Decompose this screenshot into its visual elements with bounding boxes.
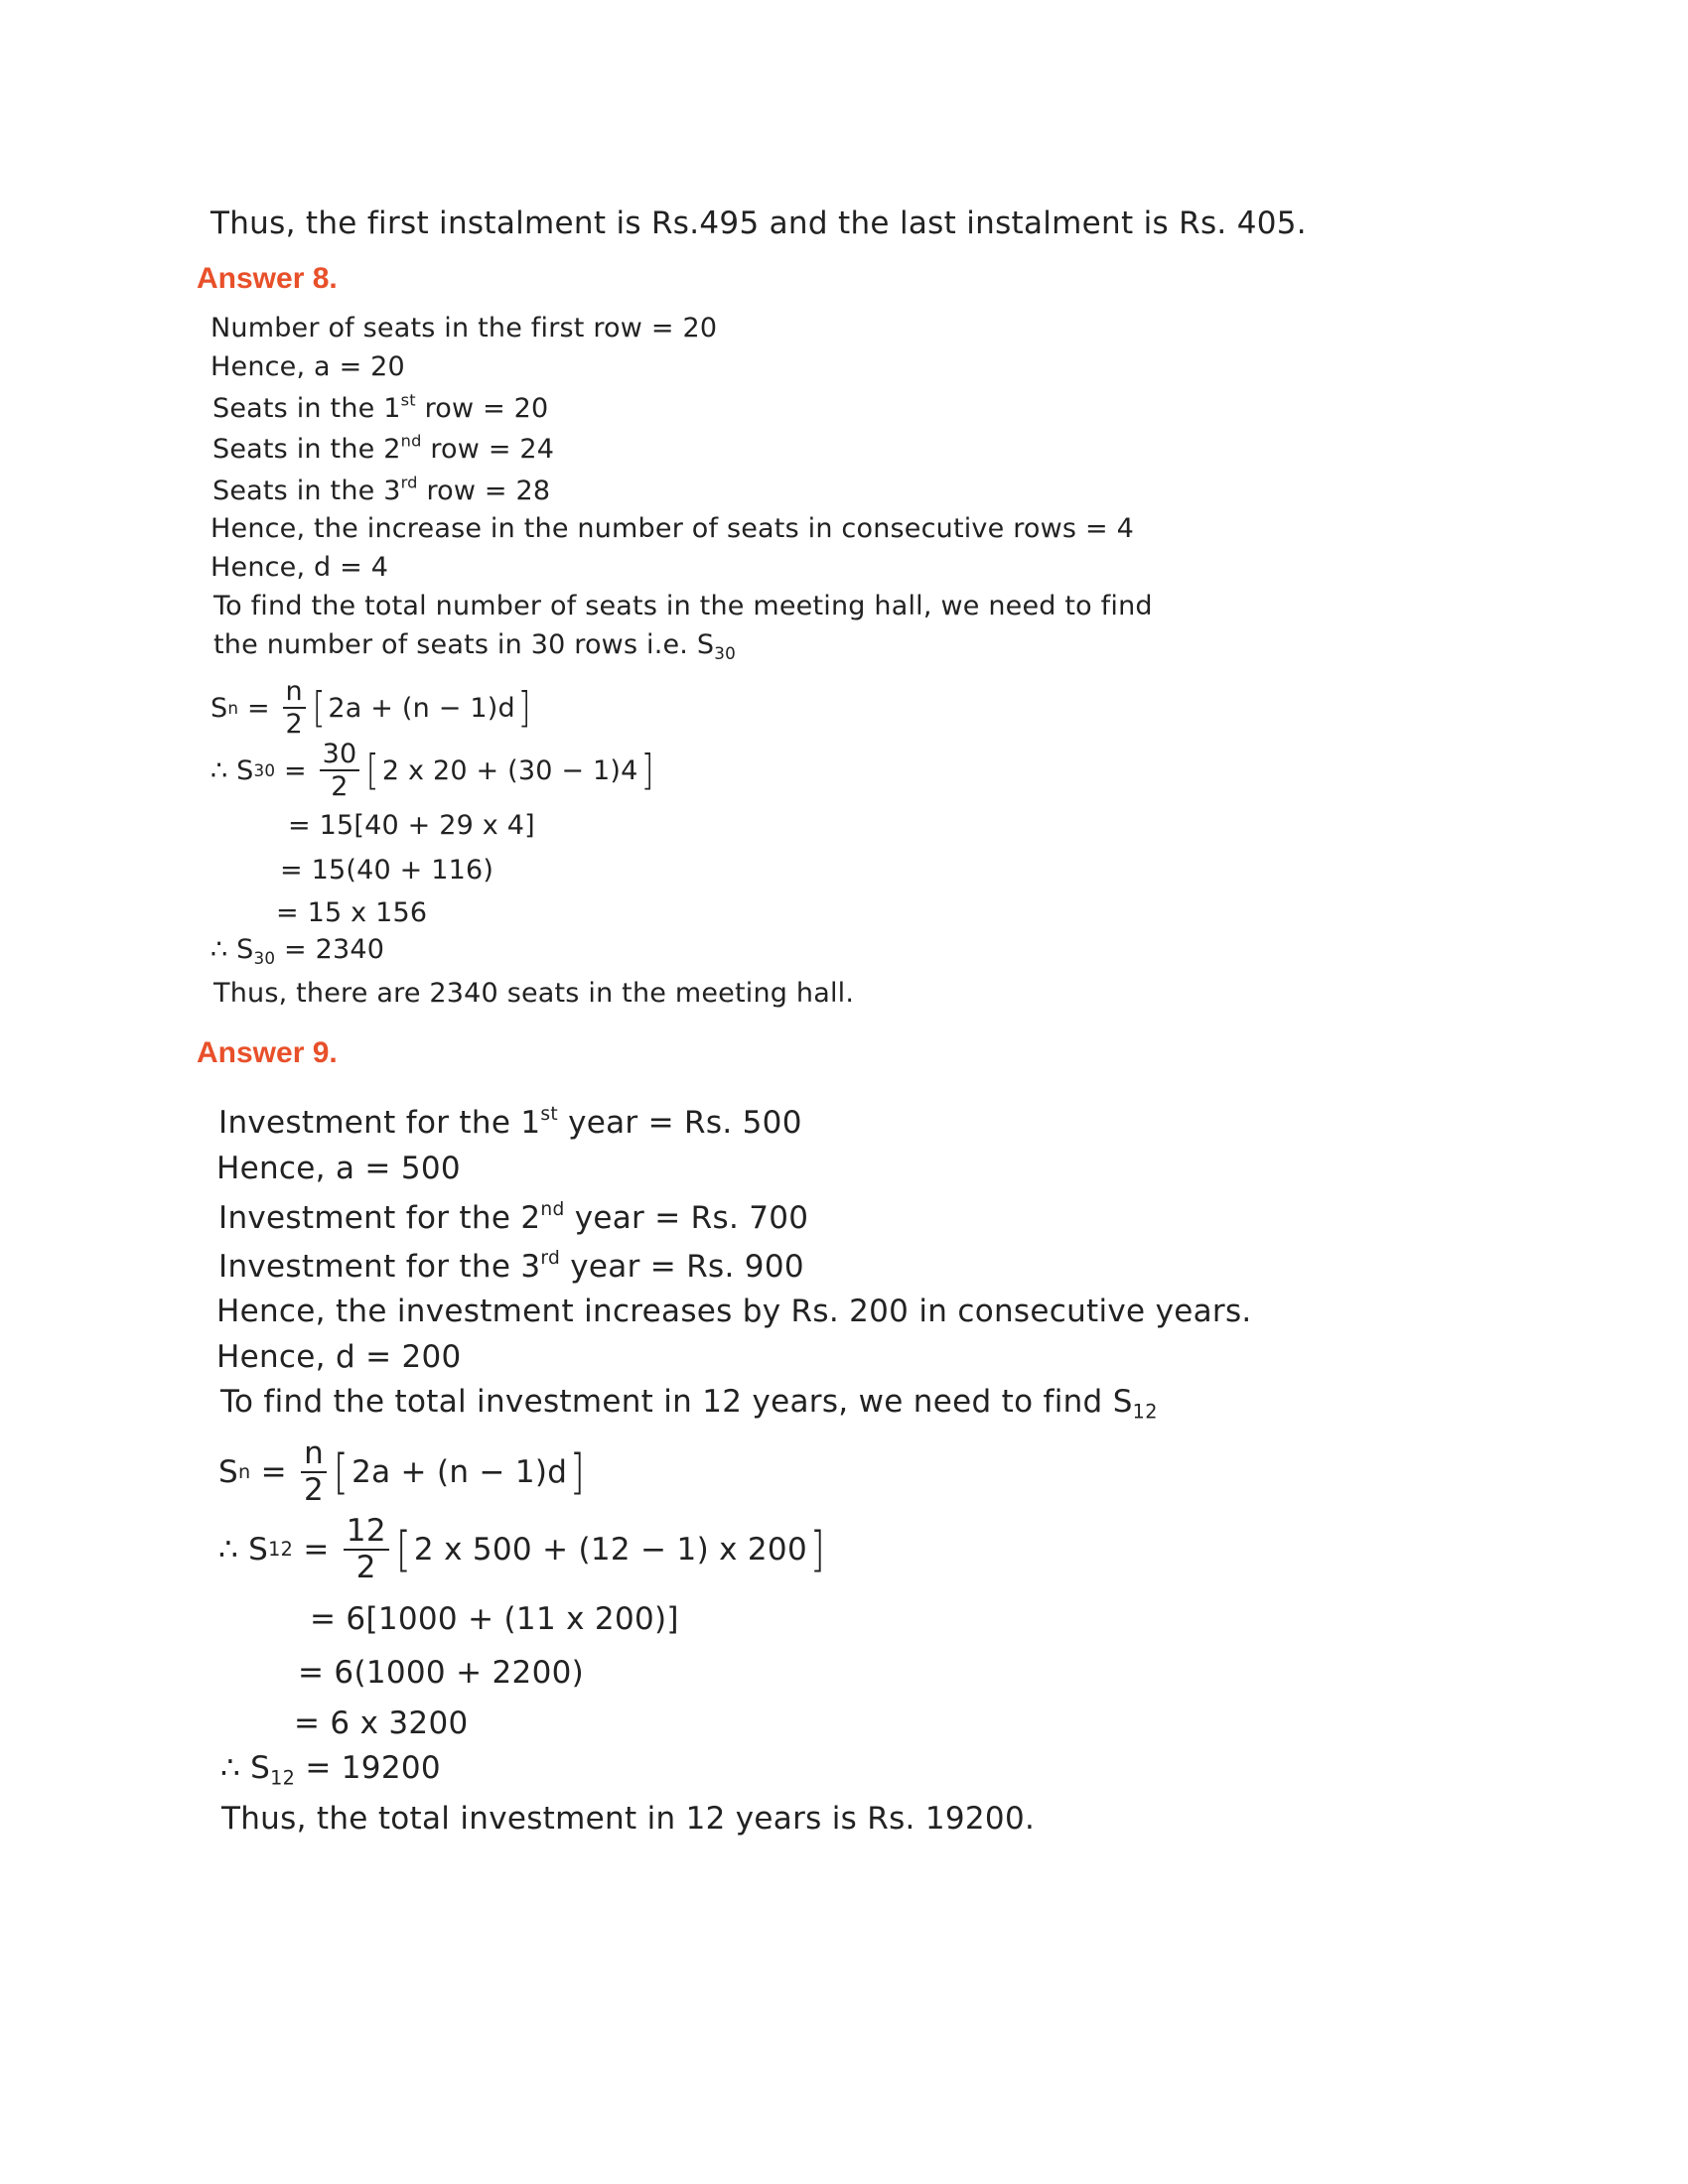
- a8-row1: Seats in the 1st row = 20: [212, 390, 549, 424]
- a9-increase: Hence, the investment increases by Rs. 200 in consecutive years.: [216, 1294, 1252, 1329]
- a9-step5: = 6 x 3200: [294, 1706, 469, 1741]
- a8-row2: Seats in the 2nd row = 24: [212, 431, 555, 465]
- answer-8-heading: Answer 8.: [197, 262, 338, 295]
- a9-s12-fraction: $\frac{12}{2}$: [344, 1516, 389, 1583]
- a8-conclusion: Thus, there are 2340 seats in the meeting hall.: [213, 978, 855, 1009]
- a9-result: ∴ $S_{12} = 19200$: [220, 1750, 441, 1790]
- a8-result: ∴ $S_{30} = 2340$: [211, 934, 385, 968]
- a9-d-value: Hence, d = 200: [216, 1339, 462, 1375]
- a9-s12-substitution: ∴ S 12 = $\frac{12}{2}$ [ 2 x 500 + (12 − 1) x 200 ]: [218, 1513, 826, 1585]
- a8-step3: = 15[40 + 29 x 4]: [288, 810, 535, 841]
- a8-to-find-cont: the number of seats in 30 rows i.e. $S_{30}$: [213, 629, 736, 663]
- a8-s30-fraction: $\frac{30}{2}$: [320, 741, 360, 800]
- a8-row3: Seats in the 3rd row = 28: [212, 473, 551, 506]
- a8-s30-substitution: ∴ S 30 = $\frac{30}{2}$ [ 2 x 20 + (30 − 1)4 ]: [211, 739, 654, 802]
- a9-a-value: Hence, a = 500: [216, 1151, 461, 1186]
- a8-first-row-seats: Number of seats in the first row = 20: [211, 313, 718, 343]
- a9-year2: Investment for the 2nd year = Rs. 700: [218, 1198, 809, 1236]
- a9-year1: Investment for the 1st year = Rs. 500: [218, 1103, 802, 1141]
- a8-formula-fraction: $\frac{n}{2}$: [283, 678, 306, 738]
- answer-9-heading: Answer 9.: [197, 1036, 338, 1069]
- a9-sum-formula: S n = $\frac{n}{2}$ [ 2a + (n − 1)d ]: [218, 1435, 586, 1508]
- a8-increase: Hence, the increase in the number of seats in consecutive rows = 4: [211, 513, 1134, 544]
- a8-to-find: To find the total number of seats in the meeting hall, we need to find: [213, 591, 1153, 621]
- a9-year3: Investment for the 3rd year = Rs. 900: [218, 1247, 804, 1285]
- a8-step4: = 15(40 + 116): [280, 855, 494, 886]
- a9-step3: = 6[1000 + (11 x 200)]: [310, 1601, 679, 1637]
- a9-to-find: To find the total investment in 12 years, we need to find $S_{12}$: [220, 1384, 1158, 1424]
- a8-a-value: Hence, a = 20: [211, 351, 405, 382]
- a8-step5: = 15 x 156: [276, 897, 428, 928]
- a9-step4: = 6(1000 + 2200): [298, 1655, 585, 1691]
- a8-sum-formula: S n = $\frac{n}{2}$ [ 2a + (n − 1)d ]: [211, 676, 531, 740]
- intro-sentence: Thus, the first instalment is Rs.495 and the last instalment is Rs. 405.: [211, 205, 1307, 241]
- a8-d-value: Hence, d = 4: [211, 552, 389, 583]
- a9-conclusion: Thus, the total investment in 12 years is Rs. 19200.: [221, 1801, 1036, 1837]
- a9-formula-fraction: $\frac{n}{2}$: [301, 1438, 327, 1506]
